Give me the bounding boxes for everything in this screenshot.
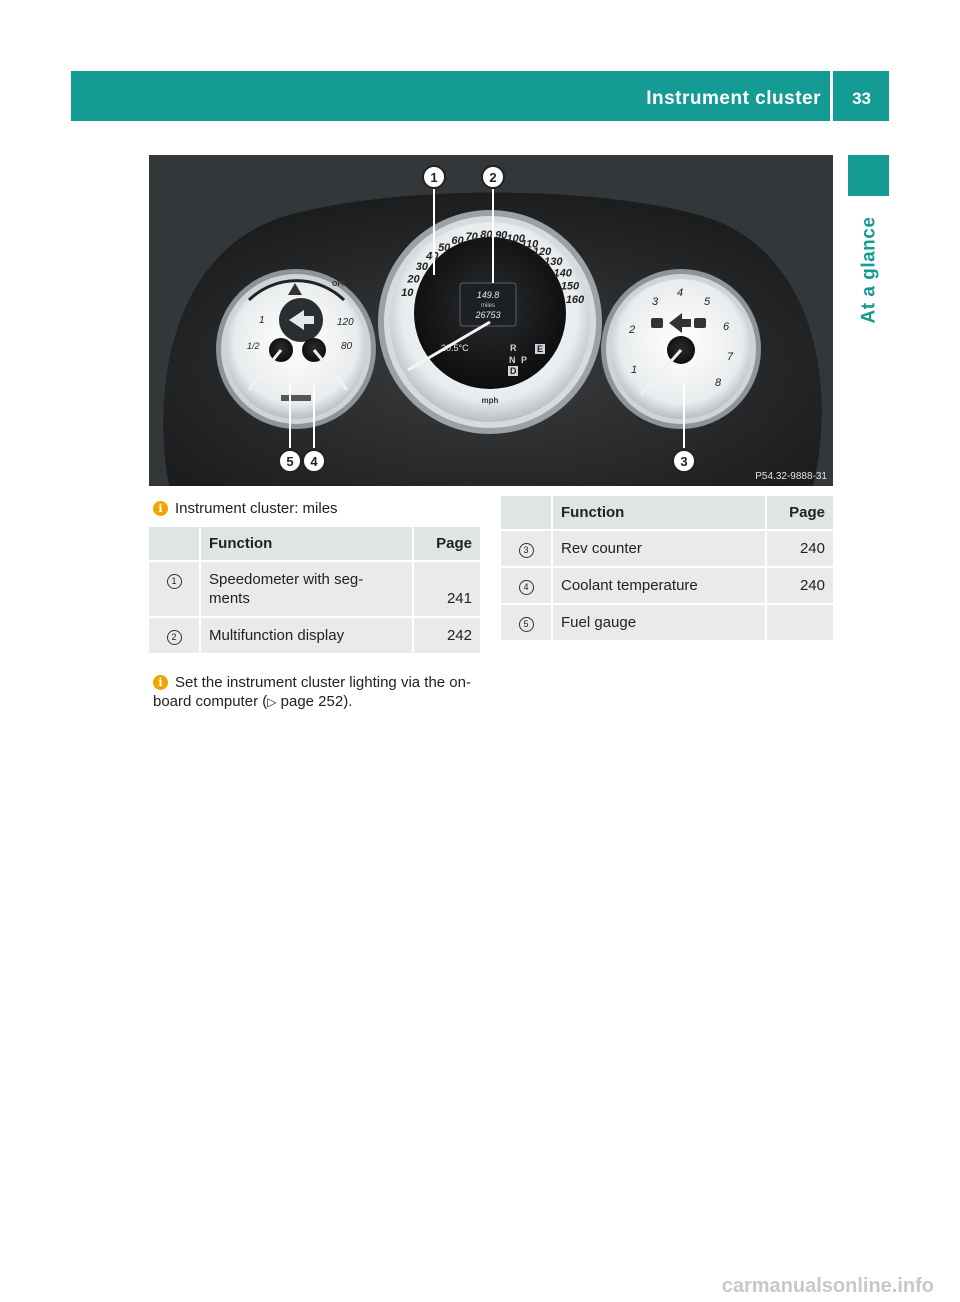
rev-tick-5: 5 — [704, 296, 711, 308]
table-row — [149, 618, 480, 653]
speedometer — [378, 210, 602, 434]
row-number: 3 — [519, 543, 534, 558]
speed-tick-150: 150 — [560, 280, 580, 293]
gear-d: D — [510, 366, 517, 376]
chapter-tab-marker — [848, 155, 889, 196]
header-num — [501, 496, 551, 529]
fuel-tick-half: 1/2 — [247, 341, 260, 351]
speed-tick-160: 160 — [565, 294, 585, 307]
fuel-tick-1: 1 — [259, 315, 265, 326]
note-text-after: page 252). — [276, 693, 353, 710]
row-number: 1 — [167, 574, 182, 589]
info-icon: i — [153, 675, 168, 690]
speed-tick-30: 30 — [415, 261, 429, 274]
speed-tick-140: 140 — [553, 267, 572, 280]
row-page: 240 — [765, 568, 833, 603]
row-function-cont: ments — [209, 590, 250, 607]
rev-tick-2: 2 — [629, 324, 636, 336]
row-function: Speedometer with seg- — [209, 571, 364, 588]
row-page: 242 — [412, 618, 480, 653]
outside-temp: 20.5°C — [441, 343, 469, 353]
speed-tick-20: 20 — [407, 273, 420, 286]
speed-tick-90: 90 — [495, 229, 508, 242]
callout-1: 1 — [430, 170, 438, 185]
row-number: 4 — [519, 580, 534, 595]
row-page: 241 — [412, 562, 480, 616]
speed-tick-60: 60 — [451, 235, 464, 248]
speed-tick-100: 100 — [506, 232, 525, 245]
off-label: OFF — [332, 281, 346, 288]
header-divider — [830, 71, 833, 121]
display-trip: 149.8 — [476, 290, 500, 300]
table-row — [501, 531, 833, 566]
function-table-left — [149, 525, 480, 655]
row-number: 2 — [167, 630, 182, 645]
coolant-tick-120: 120 — [337, 317, 354, 328]
header-page: Page — [765, 496, 833, 529]
callout-4: 4 — [310, 454, 318, 469]
speed-tick-40: 40 — [426, 250, 439, 263]
table-row — [501, 568, 833, 603]
speed-tick-50: 50 — [438, 241, 451, 254]
gear-p: P — [521, 355, 528, 365]
speed-unit: mph — [481, 396, 499, 405]
speed-tick-130: 130 — [544, 255, 563, 268]
lighting-note — [153, 673, 483, 712]
header-bar — [71, 71, 889, 121]
chapter-tab-label — [846, 205, 892, 335]
instrument-cluster-illustration — [149, 155, 833, 486]
table-header-row — [149, 527, 480, 560]
info-icon: i — [153, 501, 168, 516]
display-unit: miles — [480, 303, 496, 309]
table-row — [501, 605, 833, 640]
callout-5: 5 — [286, 454, 294, 469]
chapter-label-text: At a glance — [858, 216, 879, 324]
speed-tick-70: 70 — [465, 230, 478, 243]
eco-badge: E — [537, 344, 544, 354]
callout-2: 2 — [489, 170, 497, 185]
rev-tick-6: 6 — [723, 321, 730, 333]
speed-tick-110: 110 — [520, 238, 539, 251]
note-text-before: Set the instrument cluster lighting via the on-board computer ( — [153, 674, 471, 710]
row-function: Rev counter — [551, 531, 765, 566]
rev-tick-7: 7 — [727, 351, 734, 363]
row-page — [765, 605, 833, 640]
table-row — [149, 562, 480, 616]
row-function: Fuel gauge — [551, 605, 765, 640]
figure-caption — [153, 499, 338, 518]
header-function: Function — [551, 496, 765, 529]
watermark: carmanualsonline.info — [721, 1275, 934, 1297]
header-function: Function — [199, 527, 412, 560]
speed-tick-80: 80 — [480, 229, 493, 242]
speed-tick-10: 10 — [401, 286, 414, 299]
page-number: 33 — [852, 89, 871, 108]
gear-r: R — [510, 343, 517, 353]
instrument-cluster-figure — [149, 155, 833, 486]
display-odometer: 26753 — [475, 310, 501, 320]
gear-n: N — [509, 355, 516, 365]
figure-code: P54.32-9888-31 — [755, 471, 827, 482]
coolant-tick-80: 80 — [341, 341, 353, 352]
header-page: Page — [412, 527, 480, 560]
row-number: 5 — [519, 617, 534, 632]
function-table-right — [501, 494, 833, 642]
rev-tick-1: 1 — [631, 364, 638, 376]
caption-text: Instrument cluster: miles — [175, 500, 338, 517]
page-ref-arrow-icon: ▷ — [267, 695, 277, 709]
speed-tick-120: 120 — [532, 246, 552, 259]
left-gauge — [216, 269, 376, 429]
row-function: Multifunction display — [199, 618, 412, 653]
header-num — [149, 527, 199, 560]
rev-tick-3: 3 — [652, 296, 659, 308]
table-header-row — [501, 496, 833, 529]
row-function: Coolant temperature — [551, 568, 765, 603]
lamp-icons — [281, 395, 311, 401]
callout-3: 3 — [680, 454, 688, 469]
right-gauge — [601, 269, 761, 429]
section-title: Instrument cluster — [646, 88, 821, 109]
rev-tick-8: 8 — [715, 377, 722, 389]
rev-tick-4: 4 — [677, 287, 684, 299]
row-page: 240 — [765, 531, 833, 566]
